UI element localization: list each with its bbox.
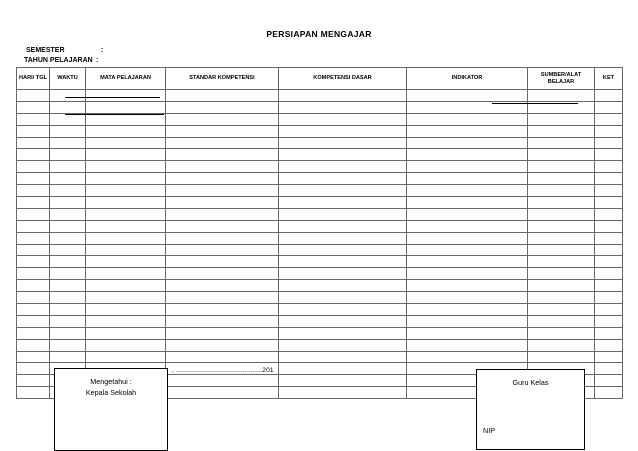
table-cell — [166, 375, 279, 387]
table-cell — [166, 208, 279, 220]
table-cell — [595, 149, 623, 161]
table-cell — [407, 149, 528, 161]
header-sumber-alat-belajar: SUMBER/ALAT BELAJAR — [528, 68, 595, 90]
table-row — [17, 173, 623, 185]
table-cell — [86, 185, 166, 197]
table-cell — [407, 208, 528, 220]
table-cell — [595, 90, 623, 102]
nip-label: NIP — [483, 426, 495, 435]
table-cell — [166, 137, 279, 149]
table-cell — [407, 351, 528, 363]
table-cell — [17, 375, 50, 387]
table-cell — [86, 149, 166, 161]
table-cell — [50, 185, 86, 197]
table-header-row — [17, 68, 623, 90]
table-cell — [528, 197, 595, 209]
table-row — [17, 90, 623, 102]
table-cell — [407, 268, 528, 280]
table-cell — [407, 292, 528, 304]
table-cell — [407, 90, 528, 102]
table-cell — [50, 351, 86, 363]
table-cell — [407, 315, 528, 327]
table-cell — [279, 232, 407, 244]
table-cell — [407, 137, 528, 149]
table-cell — [279, 149, 407, 161]
table-cell — [279, 173, 407, 185]
table-cell — [50, 339, 86, 351]
table-cell — [17, 363, 50, 375]
table-cell — [86, 90, 166, 102]
table-cell — [407, 173, 528, 185]
table-cell — [17, 304, 50, 316]
table-row — [17, 232, 623, 244]
table-cell — [407, 327, 528, 339]
table-cell — [528, 113, 595, 125]
table-cell — [50, 197, 86, 209]
guru-kelas-label: Guru Kelas — [512, 378, 549, 387]
table-cell — [528, 315, 595, 327]
table-cell — [595, 113, 623, 125]
table-cell — [595, 375, 623, 387]
table-cell — [595, 268, 623, 280]
table-row — [17, 256, 623, 268]
table-cell — [279, 125, 407, 137]
table-cell — [17, 161, 50, 173]
table-cell — [595, 327, 623, 339]
table-cell — [166, 304, 279, 316]
table-cell — [86, 327, 166, 339]
table-row — [17, 292, 623, 304]
table-row — [17, 161, 623, 173]
table-cell — [595, 339, 623, 351]
table-cell — [407, 232, 528, 244]
page-title: PERSIAPAN MENGAJAR — [266, 29, 372, 39]
table-cell — [17, 208, 50, 220]
table-cell — [166, 232, 279, 244]
table-cell — [407, 304, 528, 316]
table-cell — [528, 292, 595, 304]
handwriting-underline — [492, 103, 578, 104]
table-cell — [50, 137, 86, 149]
table-cell — [595, 197, 623, 209]
table-body — [17, 90, 623, 399]
table-row — [17, 208, 623, 220]
table-row — [17, 185, 623, 197]
table-cell — [86, 232, 166, 244]
table-cell — [528, 256, 595, 268]
table-cell — [595, 208, 623, 220]
table-cell — [595, 387, 623, 399]
table-row — [17, 304, 623, 316]
table-cell — [279, 197, 407, 209]
table-cell — [50, 90, 86, 102]
table-cell — [50, 292, 86, 304]
table-cell — [279, 208, 407, 220]
table-cell — [528, 220, 595, 232]
table-cell — [50, 173, 86, 185]
table-cell — [17, 137, 50, 149]
table-cell — [279, 268, 407, 280]
table-cell — [595, 232, 623, 244]
table-cell — [595, 137, 623, 149]
table-cell — [166, 387, 279, 399]
table-cell — [595, 256, 623, 268]
table-row — [17, 125, 623, 137]
table-cell — [279, 185, 407, 197]
table-cell — [166, 315, 279, 327]
table-cell — [17, 220, 50, 232]
table-cell — [86, 244, 166, 256]
table-cell — [17, 113, 50, 125]
table-cell — [50, 220, 86, 232]
table-cell — [595, 185, 623, 197]
table-cell — [279, 113, 407, 125]
table-cell — [50, 149, 86, 161]
table-cell — [50, 268, 86, 280]
semester-colon: : — [101, 47, 104, 54]
table-cell — [17, 268, 50, 280]
table-cell — [166, 280, 279, 292]
header-standar-kompetensi: STANDAR KOMPETENSI — [166, 68, 279, 90]
lesson-plan-table — [16, 67, 623, 399]
table-cell — [279, 161, 407, 173]
table-cell — [279, 304, 407, 316]
table-cell — [86, 197, 166, 209]
table-cell — [50, 101, 86, 113]
table-cell — [17, 149, 50, 161]
table-cell — [166, 197, 279, 209]
table-cell — [595, 173, 623, 185]
table-cell — [50, 244, 86, 256]
table-cell — [279, 351, 407, 363]
table-cell — [86, 280, 166, 292]
table-cell — [528, 125, 595, 137]
table-cell — [595, 161, 623, 173]
table-cell — [50, 208, 86, 220]
table-cell — [86, 315, 166, 327]
table-cell — [166, 220, 279, 232]
table-cell — [17, 339, 50, 351]
table-cell — [17, 387, 50, 399]
semester-label: SEMESTER — [26, 47, 65, 54]
table-cell — [528, 351, 595, 363]
table-cell — [50, 304, 86, 316]
table-row — [17, 149, 623, 161]
table-cell — [407, 161, 528, 173]
table-cell — [50, 113, 86, 125]
table-cell — [17, 256, 50, 268]
table-cell — [407, 280, 528, 292]
handwriting-underline — [65, 97, 160, 98]
table-row — [17, 113, 623, 125]
table-cell — [279, 387, 407, 399]
table-cell — [528, 244, 595, 256]
table-cell — [86, 304, 166, 316]
table-cell — [166, 268, 279, 280]
table-cell — [86, 339, 166, 351]
handwriting-underline — [65, 114, 164, 115]
place-date-line: , ...........................................201 — [172, 367, 274, 374]
table-cell — [166, 256, 279, 268]
table-cell — [407, 244, 528, 256]
table-cell — [279, 375, 407, 387]
header-mata-pelajaran: MATA PELAJARAN — [86, 68, 166, 90]
table-cell — [279, 339, 407, 351]
table-cell — [17, 125, 50, 137]
table-row — [17, 220, 623, 232]
table-cell — [166, 173, 279, 185]
table-cell — [407, 339, 528, 351]
table-cell — [528, 161, 595, 173]
table-row — [17, 137, 623, 149]
table-cell — [528, 304, 595, 316]
table-cell — [86, 137, 166, 149]
table-cell — [279, 101, 407, 113]
table-cell — [86, 113, 166, 125]
table-cell — [279, 292, 407, 304]
table-row — [17, 327, 623, 339]
table-cell — [17, 327, 50, 339]
table-cell — [407, 125, 528, 137]
table-cell — [50, 125, 86, 137]
table-cell — [50, 232, 86, 244]
table-cell — [279, 90, 407, 102]
table-cell — [17, 173, 50, 185]
table-cell — [17, 185, 50, 197]
table-cell — [528, 137, 595, 149]
table-cell — [595, 125, 623, 137]
table-cell — [86, 351, 166, 363]
table-row — [17, 197, 623, 209]
table-cell — [528, 208, 595, 220]
table-cell — [50, 280, 86, 292]
table-cell — [528, 232, 595, 244]
table-cell — [407, 197, 528, 209]
table-cell — [166, 161, 279, 173]
table-cell — [166, 113, 279, 125]
table-cell — [17, 232, 50, 244]
table-cell — [279, 256, 407, 268]
table-cell — [528, 173, 595, 185]
tahun-pelajaran-colon: : — [96, 57, 99, 64]
table-cell — [17, 292, 50, 304]
table-cell — [166, 327, 279, 339]
table-cell — [528, 90, 595, 102]
table-cell — [595, 244, 623, 256]
table-row — [17, 268, 623, 280]
table-cell — [407, 256, 528, 268]
header-ket: KET — [595, 68, 623, 90]
table-cell — [17, 351, 50, 363]
table-cell — [17, 315, 50, 327]
table-cell — [279, 280, 407, 292]
table-row — [17, 351, 623, 363]
table-cell — [166, 351, 279, 363]
table-cell — [279, 315, 407, 327]
table-cell — [50, 327, 86, 339]
teacher-signature-box — [476, 369, 585, 450]
table-cell — [407, 185, 528, 197]
table-cell — [166, 149, 279, 161]
table-cell — [17, 197, 50, 209]
table-cell — [407, 220, 528, 232]
table-cell — [166, 101, 279, 113]
table-cell — [17, 280, 50, 292]
table-cell — [50, 161, 86, 173]
table-cell — [17, 244, 50, 256]
table-cell — [595, 220, 623, 232]
table-cell — [279, 327, 407, 339]
header-kompetensi-dasar: KOMPETENSI DASAR — [279, 68, 407, 90]
table-cell — [595, 351, 623, 363]
table-cell — [86, 125, 166, 137]
table-cell — [166, 185, 279, 197]
table-cell — [595, 363, 623, 375]
table-cell — [595, 280, 623, 292]
table-cell — [166, 125, 279, 137]
table-cell — [166, 292, 279, 304]
header-waktu: WAKTU — [50, 68, 86, 90]
table-cell — [166, 244, 279, 256]
table-cell — [86, 173, 166, 185]
tahun-pelajaran-label: TAHUN PELAJARAN — [24, 57, 93, 64]
table-cell — [407, 113, 528, 125]
table-cell — [86, 256, 166, 268]
header-hari-tgl: HARI/ TGL — [17, 68, 50, 90]
mengetahui-label: Mengetahui : — [90, 377, 132, 386]
table-row — [17, 315, 623, 327]
table-cell — [86, 220, 166, 232]
table-cell — [17, 101, 50, 113]
table-cell — [279, 244, 407, 256]
table-cell — [86, 208, 166, 220]
table-cell — [166, 339, 279, 351]
table-cell — [86, 292, 166, 304]
table-cell — [528, 280, 595, 292]
table-cell — [279, 137, 407, 149]
table-cell — [86, 101, 166, 113]
table-row — [17, 244, 623, 256]
table-cell — [279, 363, 407, 375]
table-cell — [50, 256, 86, 268]
table-cell — [86, 268, 166, 280]
table-cell — [595, 101, 623, 113]
table-cell — [595, 292, 623, 304]
table-cell — [595, 304, 623, 316]
table-cell — [17, 90, 50, 102]
table-row — [17, 339, 623, 351]
table-cell — [279, 220, 407, 232]
table-cell — [50, 315, 86, 327]
table-cell — [528, 327, 595, 339]
kepala-sekolah-label: Kepala Sekolah — [85, 388, 137, 397]
table-cell — [528, 339, 595, 351]
table-cell — [528, 268, 595, 280]
table-cell — [595, 315, 623, 327]
table-cell — [166, 90, 279, 102]
table-cell — [528, 185, 595, 197]
table-row — [17, 280, 623, 292]
header-indikator: INDIKATOR — [407, 68, 528, 90]
table-cell — [86, 161, 166, 173]
table-cell — [528, 149, 595, 161]
principal-signature-box — [54, 368, 168, 451]
